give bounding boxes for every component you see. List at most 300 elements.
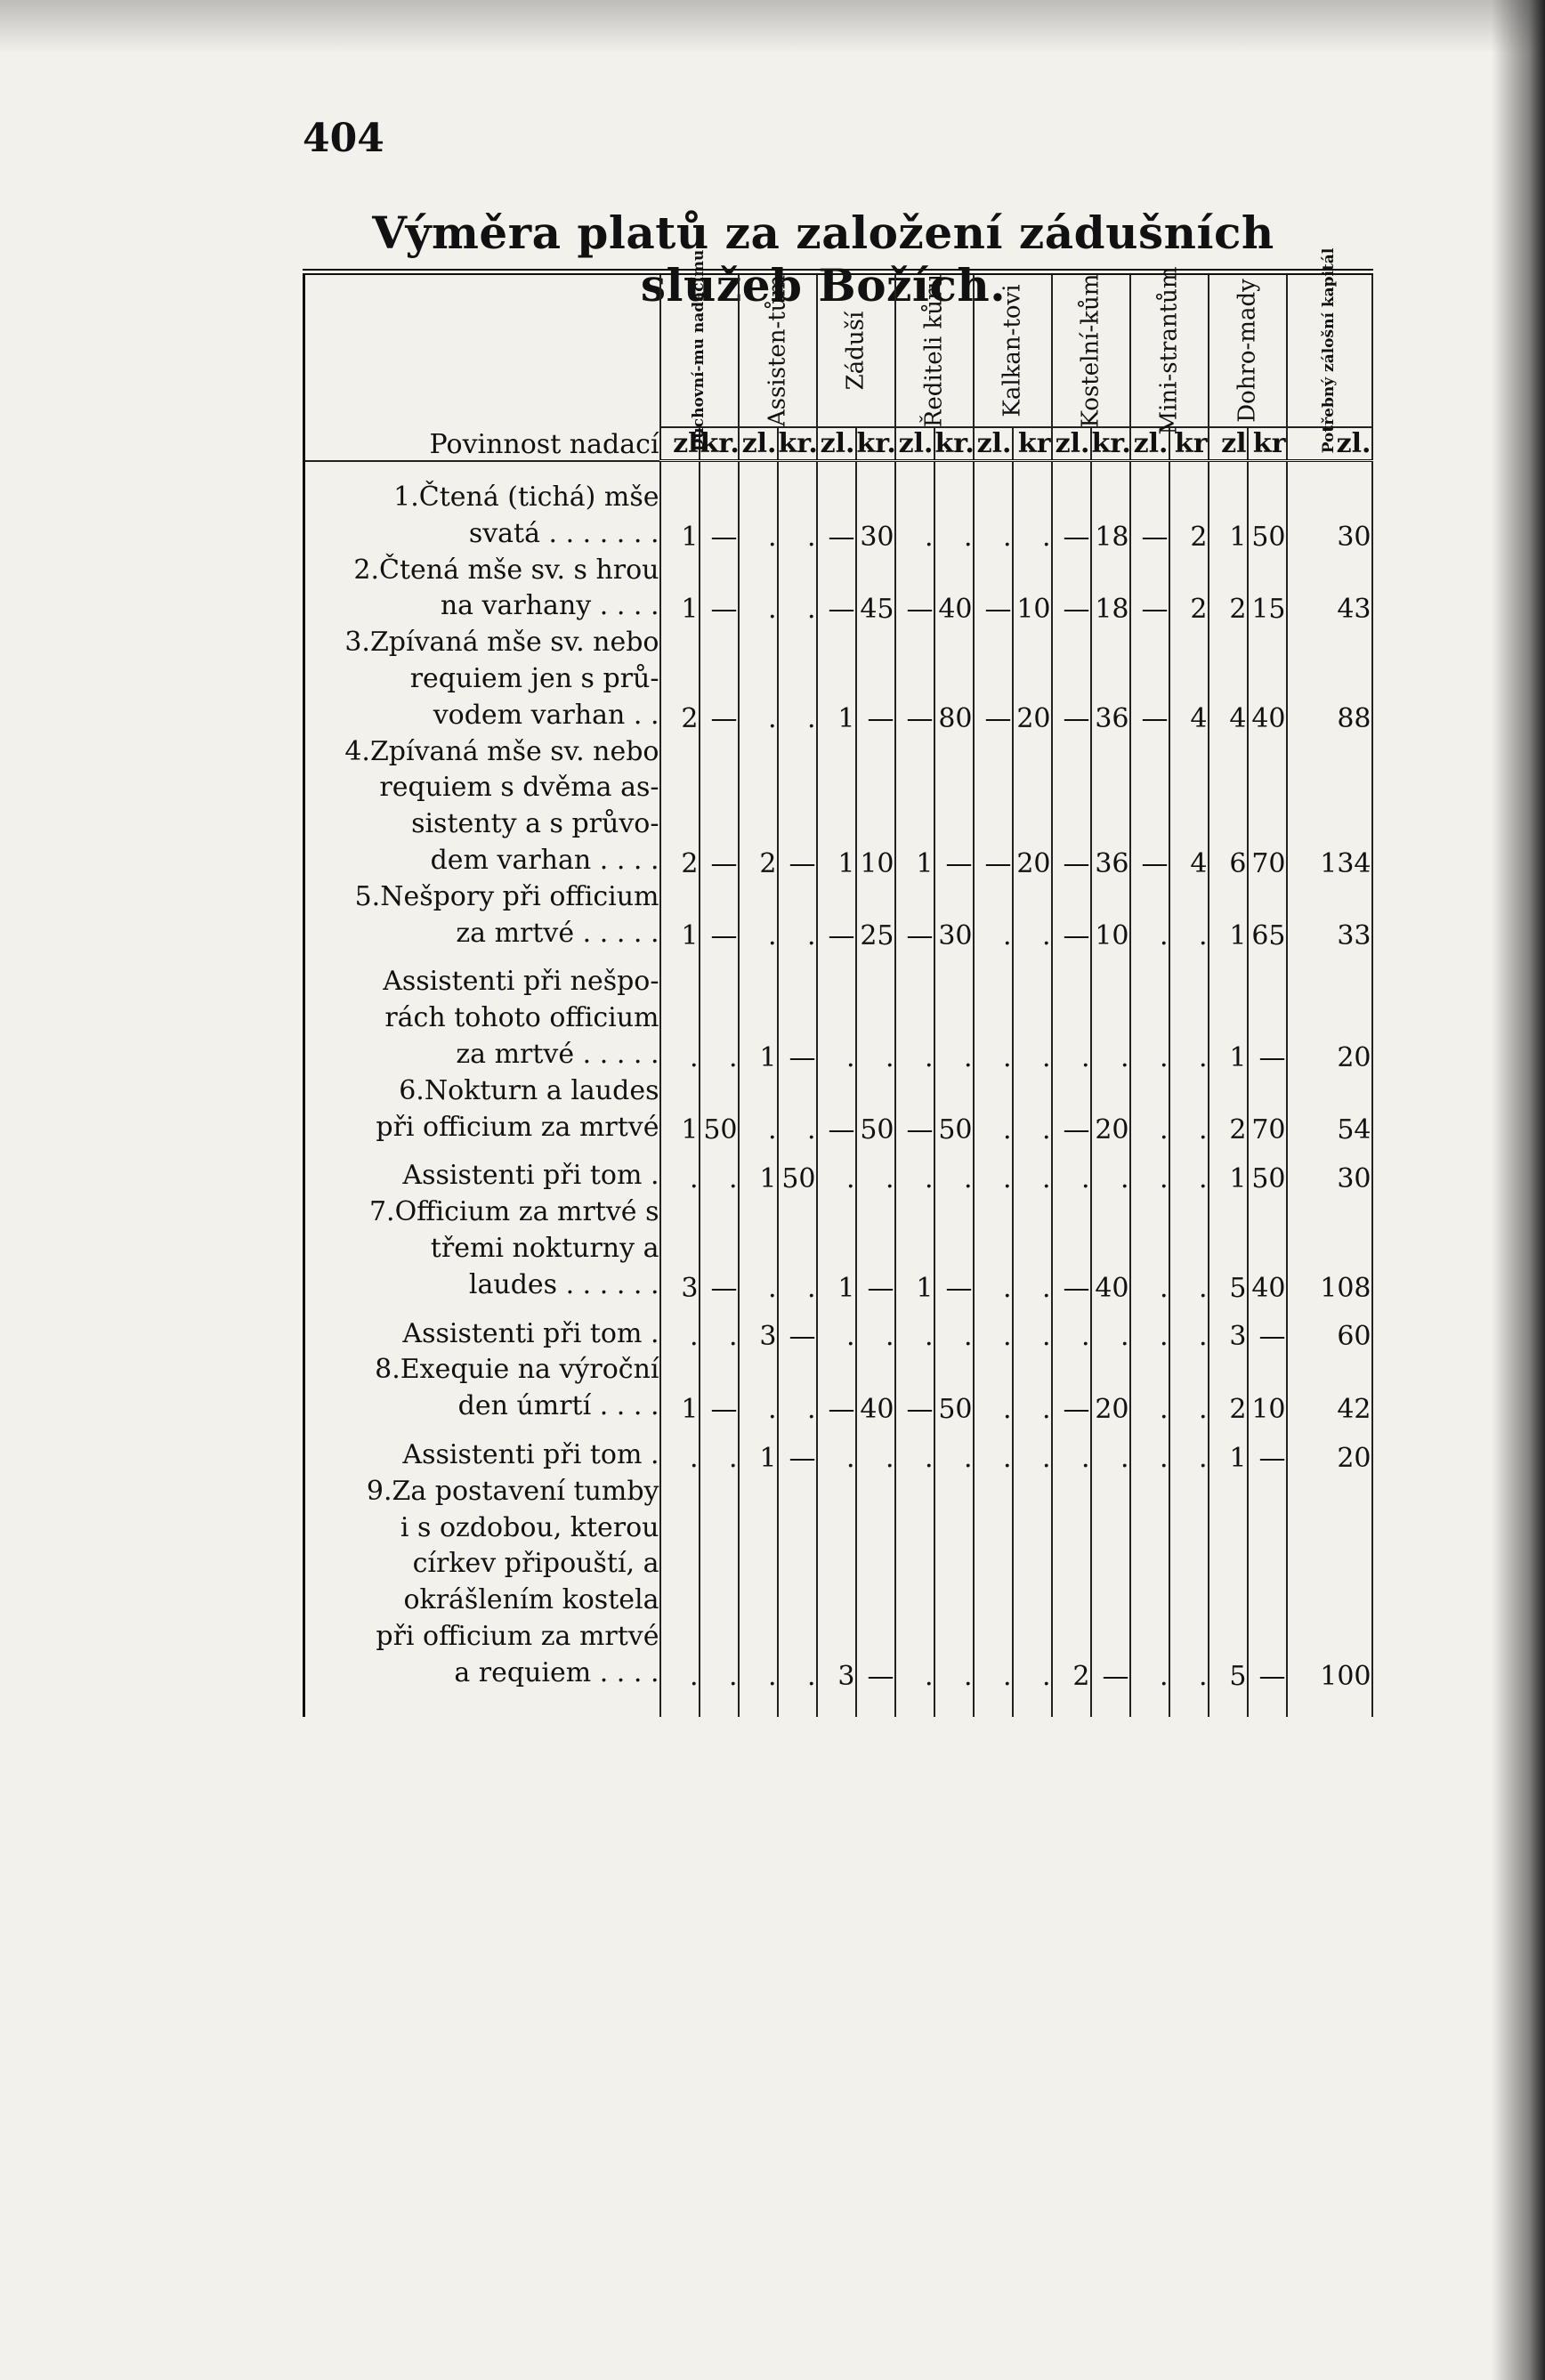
spacer-cell	[1091, 461, 1130, 481]
duty-line: den úmrtí . . . .	[457, 1390, 659, 1422]
amount-cell: 6	[1209, 734, 1248, 879]
amount-cell: 54	[1287, 1073, 1372, 1146]
amount-cell: 70	[1248, 1073, 1287, 1146]
amount-cell: .	[1013, 1145, 1052, 1194]
column-group-header	[1209, 272, 1287, 428]
amount-cell: .	[739, 1352, 778, 1425]
amount-cell: 1	[660, 1073, 700, 1146]
column-group-label: Kalkan-tovi	[998, 284, 1025, 417]
table-row	[304, 1194, 1372, 1303]
amount-cell: —	[700, 1352, 739, 1425]
amount-cell: 5	[1209, 1194, 1248, 1303]
amount-cell: —	[1052, 625, 1091, 733]
amount-cell: .	[1091, 1425, 1130, 1474]
duty-column-header: Povinnost nadací	[304, 272, 660, 461]
unit-header: zl.	[817, 427, 856, 461]
spacer-cell	[1013, 461, 1052, 481]
amount-cell: 20	[1013, 734, 1052, 879]
spacer-cell	[817, 461, 856, 481]
column-group-header	[1130, 266, 1209, 435]
spacer-cell	[1013, 1692, 1052, 1717]
amount-cell: —	[974, 734, 1013, 879]
amount-cell: 33	[1287, 879, 1372, 952]
amount-cell: 50	[778, 1145, 817, 1194]
duty-description	[304, 625, 660, 733]
amount-cell: 1	[1209, 951, 1248, 1073]
amount-cell: .	[1013, 1194, 1052, 1303]
row-number: 7.	[368, 1196, 395, 1228]
duty-line: při officium za mrtvé	[376, 1111, 659, 1143]
amount-cell: —	[1052, 553, 1091, 626]
amount-cell: 18	[1091, 480, 1130, 553]
amount-cell: .	[1130, 1304, 1169, 1353]
amount-cell: .	[739, 1194, 778, 1303]
amount-cell: .	[934, 1474, 974, 1692]
spacer-cell	[817, 1692, 856, 1717]
duty-line: Exequie na výroční	[400, 1354, 659, 1386]
spacer-cell	[660, 461, 700, 481]
amount-cell: .	[1169, 1145, 1209, 1194]
amount-cell: 2	[660, 625, 700, 733]
duty-line: církev připouští, a	[412, 1548, 659, 1580]
amount-cell: 1	[1209, 1425, 1248, 1474]
amount-cell: 40	[1091, 1194, 1130, 1303]
amount-cell: .	[1130, 879, 1169, 952]
amount-cell: .	[934, 1425, 974, 1474]
amount-cell: .	[934, 951, 974, 1073]
amount-cell: .	[895, 1474, 934, 1692]
amount-cell: —	[817, 1352, 856, 1425]
spacer-cell	[856, 461, 895, 481]
amount-cell: .	[817, 1304, 856, 1353]
amount-cell: 1	[895, 1194, 934, 1303]
amount-cell: .	[739, 625, 778, 733]
duty-line: i s ozdobou, kterou	[400, 1511, 659, 1543]
amount-cell: .	[934, 1304, 974, 1353]
amount-cell: .	[974, 1194, 1013, 1303]
amount-cell: .	[895, 1145, 934, 1194]
amount-cell: 40	[1248, 1194, 1287, 1303]
duty-description	[304, 1474, 660, 1692]
amount-cell: —	[700, 480, 739, 553]
amount-cell: .	[1052, 1145, 1091, 1194]
amount-cell: —	[1091, 1474, 1130, 1692]
amount-cell: 36	[1091, 734, 1130, 879]
duty-description	[304, 1073, 660, 1146]
amount-cell: .	[895, 951, 934, 1073]
duty-description	[304, 480, 660, 553]
amount-cell: .	[1130, 1352, 1169, 1425]
duty-line: Assistenti při nešpo-	[383, 966, 659, 998]
row-number: 1.	[393, 482, 419, 513]
duty-description	[304, 1425, 660, 1474]
duty-line: laudes . . . . . .	[468, 1268, 659, 1300]
amount-cell: .	[739, 1474, 778, 1692]
amount-cell: 100	[1287, 1474, 1372, 1692]
amount-cell: —	[895, 1073, 934, 1146]
column-group-header	[895, 272, 974, 428]
amount-cell: 2	[1052, 1474, 1091, 1692]
amount-cell: .	[1169, 1425, 1209, 1474]
amount-cell: 3	[1209, 1304, 1248, 1353]
spacer-cell	[1169, 461, 1209, 481]
amount-cell: —	[700, 879, 739, 952]
amount-cell: 50	[1248, 1145, 1287, 1194]
amount-cell: 15	[1248, 553, 1287, 626]
amount-cell: .	[1169, 879, 1209, 952]
unit-header: zl.	[1287, 427, 1372, 461]
column-group-label: Kostelní-kům	[1076, 273, 1104, 428]
unit-header: zl.	[974, 427, 1013, 461]
amount-cell: —	[1052, 1352, 1091, 1425]
amount-cell: —	[817, 1073, 856, 1146]
column-group-header	[817, 272, 895, 428]
amount-cell: 108	[1287, 1194, 1372, 1303]
unit-header: zl	[1209, 427, 1248, 461]
column-group-label: Řediteli kůru	[919, 273, 947, 428]
spacer-cell	[934, 1692, 974, 1717]
amount-cell: —	[1052, 734, 1091, 879]
amount-cell: —	[1130, 734, 1169, 879]
amount-cell: 40	[1248, 625, 1287, 733]
spacer-cell	[778, 461, 817, 481]
amount-cell: 20	[1287, 1425, 1372, 1474]
table-row	[304, 480, 1372, 553]
amount-cell: .	[1013, 1304, 1052, 1353]
amount-cell: .	[974, 951, 1013, 1073]
amount-cell: —	[1052, 1194, 1091, 1303]
amount-cell: —	[700, 734, 739, 879]
amount-cell: .	[700, 1425, 739, 1474]
table-row	[304, 1073, 1372, 1146]
spacer-cell	[1130, 1692, 1169, 1717]
amount-cell: .	[934, 1145, 974, 1194]
amount-cell: .	[974, 1145, 1013, 1194]
column-group-label: Dohro-mady	[1233, 279, 1260, 423]
amount-cell: 1	[1209, 879, 1248, 952]
amount-cell: .	[895, 1425, 934, 1474]
amount-cell: —	[817, 553, 856, 626]
amount-cell: .	[778, 1073, 817, 1146]
amount-cell: .	[1091, 951, 1130, 1073]
spacer-cell	[660, 1692, 700, 1717]
amount-cell: .	[1013, 951, 1052, 1073]
duty-line: při officium za mrtvé	[376, 1620, 659, 1652]
amount-cell: .	[974, 1474, 1013, 1692]
amount-cell: 4	[1169, 734, 1209, 879]
amount-cell: 1	[895, 734, 934, 879]
amount-cell: 5	[1209, 1474, 1248, 1692]
duty-line: Za postavení tumby	[392, 1475, 659, 1507]
amount-cell: .	[778, 879, 817, 952]
unit-header: zl.	[1130, 427, 1169, 461]
amount-cell: .	[1091, 1145, 1130, 1194]
amount-cell: 1	[660, 1352, 700, 1425]
spacer-row	[304, 461, 1372, 481]
amount-cell: —	[974, 625, 1013, 733]
amount-cell: —	[856, 1474, 895, 1692]
amount-cell: .	[1052, 1304, 1091, 1353]
amount-cell: 1	[660, 879, 700, 952]
amount-cell: .	[739, 879, 778, 952]
amount-cell: —	[817, 879, 856, 952]
duty-line: Assistenti při tom .	[402, 1438, 659, 1470]
amount-cell: 20	[1091, 1073, 1130, 1146]
row-number: 6.	[399, 1074, 425, 1106]
amount-cell: .	[1013, 879, 1052, 952]
amount-cell: .	[1130, 1474, 1169, 1692]
amount-cell: .	[778, 553, 817, 626]
table-body	[304, 461, 1372, 1717]
duty-line: za mrtvé . . . . .	[456, 917, 659, 949]
page-title: Výměra platů za založení zádušních služeb Božích.	[372, 206, 1274, 312]
amount-cell: 1	[817, 1194, 856, 1303]
amount-cell: .	[700, 1145, 739, 1194]
duty-line: Nešpory při officium	[380, 880, 659, 912]
amount-cell: .	[1169, 1474, 1209, 1692]
spacer-cell	[700, 1692, 739, 1717]
duty-line: Zpívaná mše sv. nebo	[369, 735, 659, 767]
duty-line: Zpívaná mše sv. nebo	[369, 627, 659, 659]
amount-cell: .	[778, 625, 817, 733]
amount-cell: —	[817, 480, 856, 553]
spacer-cell	[895, 1692, 934, 1717]
amount-cell: 70	[1248, 734, 1287, 879]
amount-cell: —	[700, 1194, 739, 1303]
amount-cell: 1	[660, 480, 700, 553]
amount-cell: 40	[934, 553, 974, 626]
scan-shadow-right	[1492, 0, 1545, 2380]
amount-cell: 2	[660, 734, 700, 879]
amount-cell: 3	[660, 1194, 700, 1303]
amount-cell: .	[895, 1304, 934, 1353]
amount-cell: —	[778, 951, 817, 1073]
amount-cell: —	[700, 625, 739, 733]
amount-cell: 30	[1287, 480, 1372, 553]
amount-cell: 50	[934, 1352, 974, 1425]
amount-cell: 50	[1248, 480, 1287, 553]
table-row	[304, 553, 1372, 626]
amount-cell: .	[817, 1425, 856, 1474]
duty-line: rách tohoto officium	[384, 1002, 659, 1034]
duty-line: Officium za mrtvé s	[394, 1196, 659, 1228]
amount-cell: 1	[817, 734, 856, 879]
amount-cell: .	[1130, 1073, 1169, 1146]
amount-cell: .	[778, 480, 817, 553]
amount-cell: .	[817, 1145, 856, 1194]
spacer-cell	[778, 1692, 817, 1717]
spacer-cell	[1169, 1692, 1209, 1717]
unit-header: zl.	[895, 427, 934, 461]
duty-line: a requiem . . . .	[454, 1656, 659, 1688]
table-row	[304, 1352, 1372, 1425]
amount-cell: 45	[856, 553, 895, 626]
amount-cell: 3	[739, 1304, 778, 1353]
amount-cell: .	[700, 1304, 739, 1353]
amount-cell: .	[1130, 951, 1169, 1073]
duty-description	[304, 734, 660, 879]
amount-cell: .	[1013, 1425, 1052, 1474]
spacer-cell	[1287, 461, 1372, 481]
amount-cell: .	[1169, 1352, 1209, 1425]
scan-shadow-top	[0, 0, 1545, 53]
column-group-label: Mini-strantům	[1154, 266, 1182, 435]
spacer-cell	[1091, 1692, 1130, 1717]
amount-cell: 20	[1091, 1352, 1130, 1425]
spacer-cell	[700, 461, 739, 481]
table-row	[304, 1145, 1372, 1194]
amount-cell: —	[1052, 1073, 1091, 1146]
amount-cell: —	[1052, 480, 1091, 553]
unit-header: kr	[1169, 427, 1209, 461]
spacer-cell	[934, 461, 974, 481]
table-row	[304, 625, 1372, 733]
amount-cell: 1	[739, 951, 778, 1073]
amount-cell: 1	[1209, 480, 1248, 553]
amount-cell: .	[660, 1474, 700, 1692]
amount-cell: 1	[739, 1145, 778, 1194]
amount-cell: 30	[934, 879, 974, 952]
amount-cell: —	[1248, 1425, 1287, 1474]
row-number: 4.	[344, 735, 370, 767]
amount-cell: 3	[817, 1474, 856, 1692]
amount-cell: 30	[1287, 1145, 1372, 1194]
amount-cell: 4	[1209, 625, 1248, 733]
amount-cell: 42	[1287, 1352, 1372, 1425]
amount-cell: .	[856, 1145, 895, 1194]
amount-cell: 50	[700, 1073, 739, 1146]
amount-cell: 43	[1287, 553, 1372, 626]
amount-cell: 10	[856, 734, 895, 879]
amount-cell: 10	[1013, 553, 1052, 626]
amount-cell: 10	[1091, 879, 1130, 952]
amount-cell: —	[895, 879, 934, 952]
amount-cell: .	[739, 1073, 778, 1146]
duty-description	[304, 553, 660, 626]
amount-cell: .	[974, 1352, 1013, 1425]
spacer-cell	[1130, 461, 1169, 481]
unit-header: zl.	[739, 427, 778, 461]
amount-cell: .	[856, 1304, 895, 1353]
amount-cell: —	[856, 1194, 895, 1303]
spacer-cell	[1248, 1692, 1287, 1717]
row-number: 8.	[375, 1354, 400, 1386]
amount-cell: .	[739, 553, 778, 626]
amount-cell: .	[1091, 1304, 1130, 1353]
spacer-cell	[856, 1692, 895, 1717]
amount-cell: .	[1013, 1352, 1052, 1425]
duty-line: dem varhan . . . .	[430, 844, 659, 876]
table-row	[304, 1474, 1372, 1692]
amount-cell: 2	[1209, 553, 1248, 626]
amount-cell: .	[895, 480, 934, 553]
amount-cell: —	[895, 625, 934, 733]
amount-cell: 25	[856, 879, 895, 952]
amount-cell: .	[778, 1474, 817, 1692]
table-row	[304, 1425, 1372, 1474]
amount-cell: 2	[1209, 1073, 1248, 1146]
column-group-header	[1052, 272, 1130, 428]
column-group-header	[739, 272, 817, 428]
amount-cell: —	[856, 625, 895, 733]
spacer-cell	[974, 461, 1013, 481]
amount-cell: —	[974, 553, 1013, 626]
unit-header: kr.	[778, 428, 818, 459]
amount-cell: .	[1169, 1194, 1209, 1303]
column-group-label: Duchovní-mu nadacímu	[689, 249, 708, 452]
spacer-cell	[1248, 461, 1287, 481]
unit-header: kr	[1248, 427, 1287, 461]
amount-cell: 18	[1091, 553, 1130, 626]
row-number: 3.	[344, 627, 370, 659]
column-group-label: Potřebný zálošní kapitál	[1319, 247, 1338, 454]
amount-cell: —	[1130, 553, 1169, 626]
amount-cell: .	[974, 1073, 1013, 1146]
table-row	[304, 951, 1372, 1073]
amount-cell: .	[817, 951, 856, 1073]
spacer-cell	[739, 1692, 778, 1717]
amount-cell: —	[1130, 480, 1169, 553]
amount-cell: 65	[1248, 879, 1287, 952]
amount-cell: .	[1130, 1194, 1169, 1303]
duty-line: Čtená mše sv. s hrou	[379, 554, 659, 586]
spacer-cell	[304, 461, 660, 481]
amount-cell: .	[974, 879, 1013, 952]
amount-cell: 50	[856, 1073, 895, 1146]
amount-cell: .	[700, 1474, 739, 1692]
duty-line: svatá . . . . . . .	[468, 517, 659, 549]
amount-cell: —	[700, 553, 739, 626]
spacer-cell	[895, 461, 934, 481]
table-row	[304, 734, 1372, 879]
amount-cell: —	[934, 734, 974, 879]
amount-cell: .	[856, 1425, 895, 1474]
unit-header: kr	[1013, 427, 1052, 461]
amount-cell: —	[778, 1304, 817, 1353]
spacer-cell	[974, 1692, 1013, 1717]
amount-cell: —	[1248, 1474, 1287, 1692]
amount-cell: .	[1169, 1073, 1209, 1146]
amount-cell: .	[660, 951, 700, 1073]
amount-cell: .	[1013, 1474, 1052, 1692]
row-number: 5.	[354, 880, 381, 912]
amount-cell: 88	[1287, 625, 1372, 733]
amount-cell: 2	[1209, 1352, 1248, 1425]
amount-cell: 50	[934, 1073, 974, 1146]
amount-cell: .	[660, 1425, 700, 1474]
row-number: 9.	[366, 1475, 392, 1507]
column-group-header	[974, 272, 1052, 428]
amount-cell: 1	[739, 1425, 778, 1474]
amount-cell: .	[1169, 951, 1209, 1073]
amount-cell: 1	[660, 553, 700, 626]
spacer-cell	[304, 1692, 660, 1717]
amount-cell: .	[1130, 1425, 1169, 1474]
unit-header: kr.	[1091, 428, 1131, 459]
unit-header: kr.	[934, 428, 975, 459]
table-row	[304, 1304, 1372, 1353]
amount-cell: 1	[817, 625, 856, 733]
duty-line: vodem varhan . .	[433, 699, 659, 731]
amount-cell: —	[1248, 1304, 1287, 1353]
duty-description	[304, 1304, 660, 1353]
duty-line: Assistenti při tom .	[402, 1160, 659, 1192]
unit-header: kr.	[856, 428, 896, 459]
duty-description	[304, 951, 660, 1073]
amount-cell: .	[1013, 1073, 1052, 1146]
bottom-spacer-row	[304, 1692, 1372, 1717]
amount-cell: 10	[1248, 1352, 1287, 1425]
